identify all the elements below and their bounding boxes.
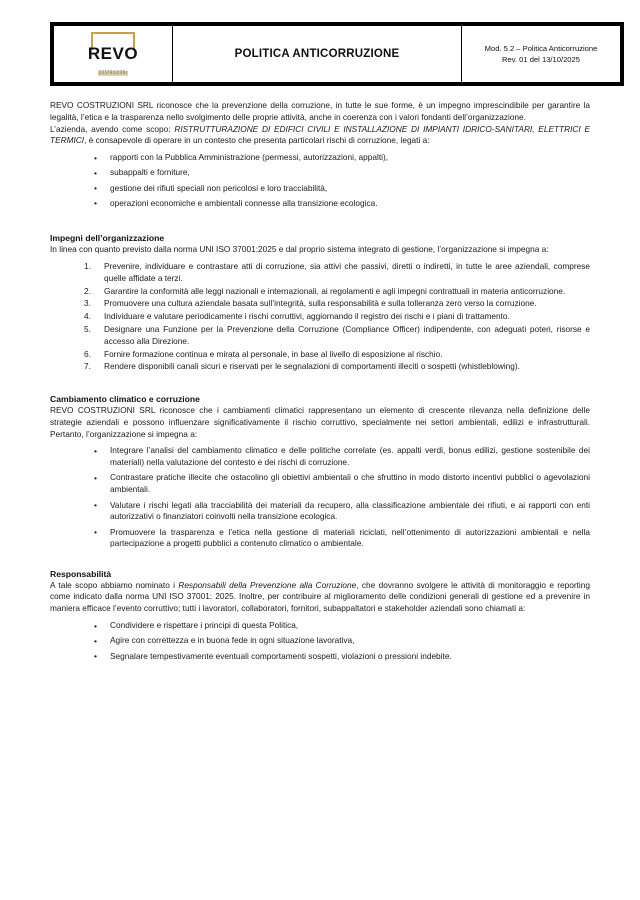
- list-item: • rapporti con la Pubblica Amministrazione (permessi, autorizzazioni, appalti),: [94, 152, 590, 164]
- list-item: • Segnalare tempestivamente eventuali comportamenti sospetti, violazioni o pressioni indebite.: [94, 651, 590, 663]
- list-item: Promuovere una cultura aziendale basata sull’integrità, sulla responsabilità e sulla tolleranza zero verso la corruzione.: [104, 298, 537, 309]
- list-item: Garantire la conformità alle leggi nazionali e internazionali, ai regolamenti e agli impegni contrattuali in materia anticorruzione.: [104, 285, 566, 296]
- risk-bullet-list: [50, 152, 590, 210]
- list-item: Prevenire, individuare e contrastare atti di corruzione, sia attivi che passivi, diretti o indiretti, in tutte le aree aziendali, comprese quelle affidate a terzi.: [104, 261, 590, 283]
- document-title: POLITICA ANTICORRUZIONE: [234, 48, 400, 60]
- list-item: • subappalti e forniture,: [94, 167, 590, 179]
- intro-paragraph-2: [50, 124, 590, 148]
- responsibility-intro: [50, 580, 590, 615]
- spacer: [50, 374, 590, 394]
- commitments-intro: In linea con quanto previsto dalla norma UNI ISO 37001:2025 e dal proprio sistema integrato di gestione, l’organizzazione si impegna a:: [50, 244, 549, 255]
- header-info-cell: [462, 24, 623, 84]
- list-item: Individuare e valutare periodicamente i rischi corruttivi, aggiornando il registro dei rischi e i piani di trattamento.: [104, 311, 510, 322]
- document-code: Mod. 5.2 – Politica Anticorruzione: [484, 44, 598, 53]
- document-revision: Rev. 01 del 13/10/2025: [502, 55, 580, 64]
- section-heading-responsibility: Responsabilità: [50, 568, 112, 579]
- list-item: • gestione dei rifiuti speciali non pericolosi e loro tracciabilità,: [94, 183, 590, 195]
- section-heading-commitments: Impegni dell’organizzazione: [50, 233, 165, 244]
- responsibility-intro-prefix: A tale scopo abbiamo nominato i: [50, 579, 179, 590]
- list-item: Designare una Funzione per la Prevenzione della Corruzione (Compliance Officer) indipendente, con adeguati poteri, risorse e accesso alla Direzione.: [104, 323, 590, 346]
- responsibility-role-name: Responsabili della Prevenzione alla Corruzione: [178, 579, 357, 590]
- header-title-cell: [173, 24, 462, 84]
- document-header-table: [50, 22, 624, 86]
- spacer: [50, 213, 590, 233]
- section-heading-climate: Cambiamento climatico e corruzione: [50, 394, 200, 405]
- responsibility-bullet-list: [50, 620, 590, 662]
- intro-scope-text: RISTRUTTURAZIONE DI EDIFICI CIVILI E INSTALLAZIONE DI IMPIANTI IDRICO-SANITARI, ELETTRICI E TERMICI: [50, 123, 590, 146]
- climate-bullet-list: [50, 445, 590, 550]
- list-item: • Condividere e rispettare i principi di questa Politica,: [94, 620, 590, 632]
- climate-intro: REVO COSTRUZIONI SRL riconosce che i cambiamenti climatici rappresentano un elemento di crescente rilevanza nella definizione delle strategie aziendali e possono influenzare significativamente il rischio corruttivo, specialmente nei settori ambientali, edilizi e infrastrutturali. Pertanto, l’organizzazione si impegna a:: [50, 405, 590, 439]
- header-row: [52, 24, 622, 84]
- list-item: • operazioni economiche e ambientali connesse alla transizione ecologica.: [94, 198, 590, 210]
- list-item: • Agire con correttezza e in buona fede in ogni situazione lavorativa,: [94, 635, 590, 647]
- logo-wordmark: REVO: [87, 43, 139, 63]
- list-item: • Promuovere la trasparenza e l’etica nella gestione di materiali riciclati, nell’ottenimento di autorizzazioni ambientali e nella partecipazione a progetti pubblici a contenuto climatico o ambientale.: [94, 527, 590, 551]
- spacer: [50, 554, 590, 569]
- list-item: • Integrare l’analisi del cambiamento climatico e delle politiche correlate (es. appalti verdi, bonus edilizi, gestione sostenibile dei materiali) nella valutazione del contesto e dei rischi di corruzione.: [94, 445, 590, 469]
- commitments-numbered-list: [50, 261, 590, 373]
- list-item: Fornire formazione continua e mirata al personale, in base al livello di esposizione al rischio.: [104, 348, 443, 359]
- company-logo: [88, 30, 138, 78]
- header-logo-cell: [52, 24, 173, 84]
- intro-scope-suffix: , è consapevole di operare in un contesto che presenta particolari rischi di corruzione, legati a:: [84, 135, 430, 146]
- list-item: • Contrastare pratiche illecite che ostacolino gli obiettivi ambientali o che sfruttino in modo distorto incentivi pubblici o agevolazioni ambientali.: [94, 472, 590, 496]
- list-item: Rendere disponibili canali sicuri e riservati per le segnalazioni di comportamenti illeciti o sospetti (whistleblowing).: [104, 361, 520, 372]
- list-item: • Valutare i rischi legati alla tracciabilità dei materiali da recupero, alla classificazione ambientale dei rifiuti, e ai rapporti con enti autorizzativi o finanziatori coinvolti nella transizione ecologica.: [94, 500, 590, 524]
- logo-subtitle: COSTRUZIONI: [98, 68, 128, 76]
- intro-paragraph-1: REVO COSTRUZIONI SRL riconosce che la prevenzione della corruzione, in tutte le sue forme, è un impegno imprescindibile per garantire la legalità, l’etica e la trasparenza nello svolgimento delle proprie attività, anche in coerenza con i valori fondanti dell’organizzazione.: [50, 100, 590, 122]
- responsibility-intro-suffix: , che dovranno svolgere le attività di monitoraggio e reporting come indicato dalla norma UNI ISO 37001: 2025. Inoltre, per contribuire al miglioramento delle condizioni generali di gestione ed a prevenire in maniera efficace l’evento corruttivo; tutti i lavoratori, collaboratori, fornitori, subappaltatori e stakeholder aziendali sono chiamati a:: [50, 579, 591, 614]
- intro-scope-prefix: L’azienda, avendo come scopo:: [50, 123, 175, 134]
